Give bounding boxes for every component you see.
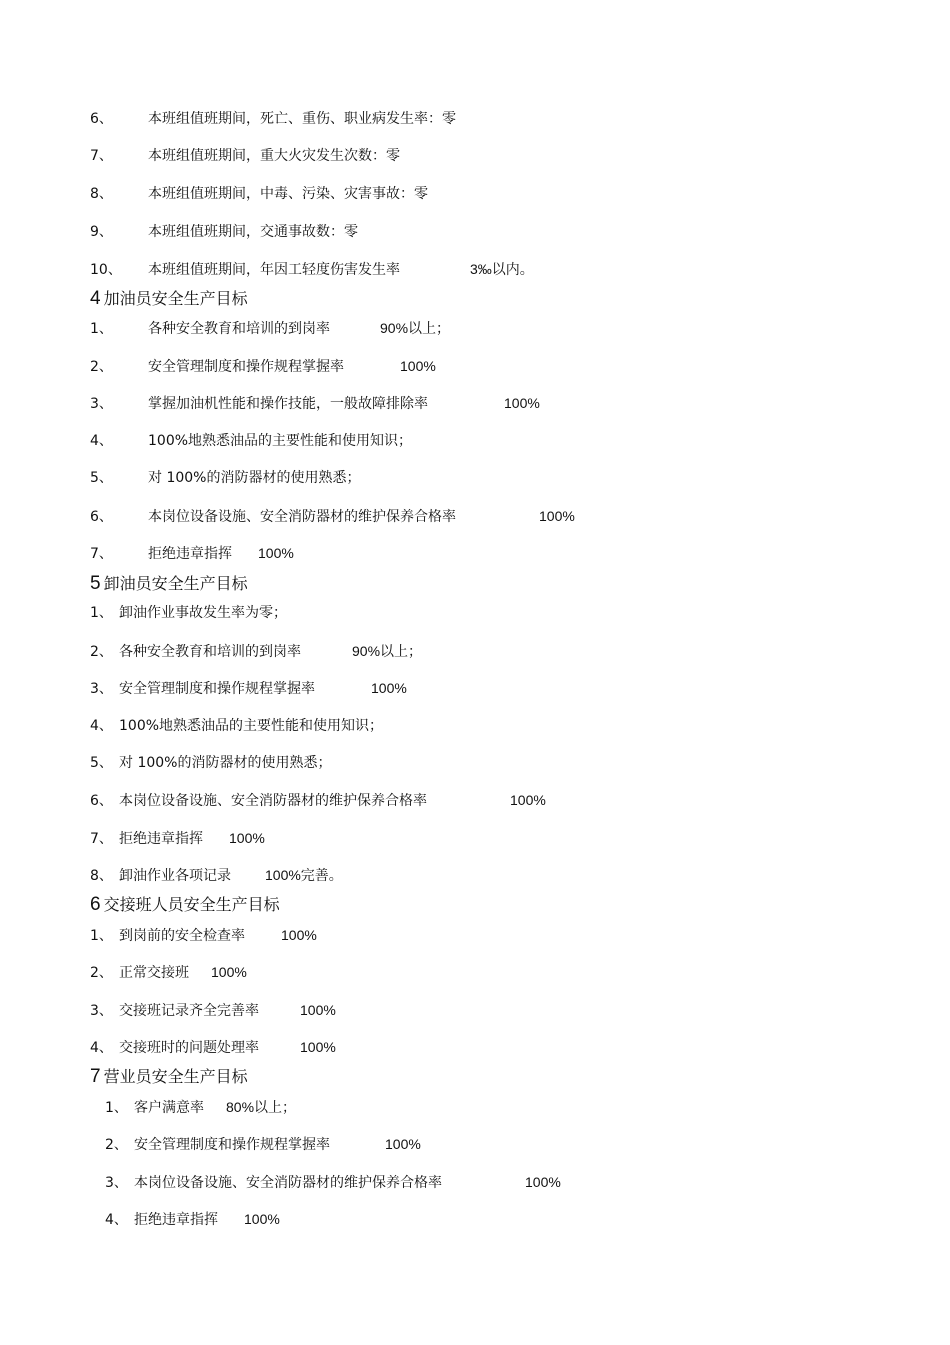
item-value: 100% <box>385 1136 421 1152</box>
item-number: 2、 <box>90 965 113 981</box>
item-text: 本班组值班期间，重大火灾发生次数：零 <box>148 148 400 164</box>
list-item <box>105 1210 280 1229</box>
item-number: 4、 <box>90 718 113 734</box>
section-title: 交接班人员安全生产目标 <box>103 895 280 914</box>
item-value: 100% <box>258 545 294 561</box>
item-value: 3‰以内。 <box>470 261 534 277</box>
item-number: 1、 <box>90 321 113 337</box>
list-item <box>90 469 360 487</box>
item-value: 100% <box>504 395 540 411</box>
item-number: 6、 <box>90 509 113 525</box>
item-text: 拒绝违章指挥 <box>148 546 232 562</box>
item-number: 1、 <box>90 605 113 621</box>
section-title: 卸油员安全生产目标 <box>103 574 248 593</box>
item-text: 交接班时的问题处理率 <box>119 1040 259 1056</box>
item-text: 安全管理制度和操作规程掌握率 <box>119 681 315 697</box>
item-text: 本班组值班期间，死亡、重伤、职业病发生率：零 <box>148 111 456 127</box>
section-title: 营业员安全生产目标 <box>103 1067 248 1086</box>
section-number: 5 <box>90 573 101 594</box>
list-item <box>105 1135 421 1154</box>
item-text: 本岗位设备设施、安全消防器材的维护保养合格率 <box>134 1175 442 1191</box>
item-text: 客户满意率 <box>134 1100 204 1116</box>
item-value: 100% <box>371 680 407 696</box>
item-number: 2、 <box>90 644 113 660</box>
item-number: 4、 <box>105 1212 128 1228</box>
item-number: 3、 <box>105 1175 128 1191</box>
item-value: 100% <box>539 508 575 524</box>
item-number: 6、 <box>90 111 113 127</box>
item-number: 1、 <box>90 928 113 944</box>
item-number: 3、 <box>90 396 113 412</box>
item-number: 5、 <box>90 755 113 771</box>
item-value: 90%以上； <box>352 643 423 659</box>
item-value: 90%以上； <box>380 320 451 336</box>
list-item <box>90 394 540 413</box>
list-item <box>90 642 422 661</box>
list-item <box>90 1001 336 1020</box>
item-text: 各种安全教育和培训的到岗率 <box>148 321 330 337</box>
item-text: 各种安全教育和培训的到岗率 <box>119 644 301 660</box>
item-number: 2、 <box>105 1137 128 1153</box>
item-text: 本班组值班期间，年因工轻度伤害发生率 <box>148 262 400 278</box>
item-value: 100% <box>244 1211 280 1227</box>
list-item <box>90 754 331 772</box>
item-value: 80%以上； <box>226 1099 297 1115</box>
item-number: 10、 <box>90 262 122 278</box>
item-number: 3、 <box>90 1003 113 1019</box>
item-text: 掌握加油机性能和操作技能，一般故障排除率 <box>148 396 428 412</box>
item-text: 本岗位设备设施、安全消防器材的维护保养合格率 <box>119 793 427 809</box>
item-value: 100% <box>229 830 265 846</box>
list-item <box>90 791 546 810</box>
list-item <box>90 319 450 338</box>
item-value: 100% <box>525 1174 561 1190</box>
list-item <box>90 185 428 203</box>
list-item <box>90 829 265 848</box>
item-text: 100%地熟悉油品的主要性能和使用知识； <box>119 718 384 734</box>
item-text: 正常交接班 <box>119 965 189 981</box>
item-number: 7、 <box>90 546 113 562</box>
list-item <box>90 544 294 563</box>
item-number: 5、 <box>90 470 113 486</box>
item-text: 卸油作业事故发生率为零； <box>119 605 287 621</box>
item-text: 拒绝违章指挥 <box>119 831 203 847</box>
list-item <box>90 110 456 128</box>
item-number: 8、 <box>90 868 113 884</box>
item-text: 交接班记录齐全完善率 <box>119 1003 259 1019</box>
item-value: 100% <box>300 1039 336 1055</box>
item-value: 100% <box>400 358 436 374</box>
item-value: 100% <box>211 964 247 980</box>
section-number: 4 <box>90 288 101 309</box>
section-number: 6 <box>90 894 101 915</box>
item-text: 本班组值班期间，交通事故数：零 <box>148 224 358 240</box>
section-heading <box>90 1067 248 1087</box>
list-item <box>90 679 407 698</box>
section-title: 加油员安全生产目标 <box>103 289 248 308</box>
list-item <box>90 604 287 622</box>
item-number: 4、 <box>90 1040 113 1056</box>
item-number: 7、 <box>90 148 113 164</box>
item-text: 对 100%的消防器材的使用熟悉； <box>148 470 361 486</box>
list-item <box>90 866 343 885</box>
list-item <box>90 223 358 241</box>
item-text: 100%地熟悉油品的主要性能和使用知识； <box>148 433 413 449</box>
item-value: 100% <box>300 1002 336 1018</box>
item-text: 本班组值班期间，中毒、污染、灾害事故：零 <box>148 186 428 202</box>
list-item <box>90 1038 336 1057</box>
section-number: 7 <box>90 1066 101 1087</box>
section-heading <box>90 895 280 915</box>
item-value: 100%完善。 <box>265 867 343 883</box>
item-text: 安全管理制度和操作规程掌握率 <box>148 359 344 375</box>
item-text: 安全管理制度和操作规程掌握率 <box>134 1137 330 1153</box>
item-number: 4、 <box>90 433 113 449</box>
item-text: 对 100%的消防器材的使用熟悉； <box>119 755 332 771</box>
item-value: 100% <box>510 792 546 808</box>
list-item <box>90 507 575 526</box>
section-heading <box>90 574 248 594</box>
list-item <box>90 147 400 165</box>
item-value: 100% <box>281 927 317 943</box>
section-heading <box>90 289 248 309</box>
list-item <box>90 963 247 982</box>
item-number: 2、 <box>90 359 113 375</box>
list-item <box>90 717 383 735</box>
item-text: 本岗位设备设施、安全消防器材的维护保养合格率 <box>148 509 456 525</box>
list-item <box>105 1173 561 1192</box>
item-text: 到岗前的安全检查率 <box>119 928 245 944</box>
item-number: 9、 <box>90 224 113 240</box>
list-item <box>90 926 317 945</box>
item-text: 拒绝违章指挥 <box>134 1212 218 1228</box>
list-item <box>105 1098 296 1117</box>
list-item <box>90 357 436 376</box>
list-item <box>90 260 534 279</box>
item-text: 卸油作业各项记录 <box>119 868 231 884</box>
item-number: 6、 <box>90 793 113 809</box>
item-number: 3、 <box>90 681 113 697</box>
item-number: 1、 <box>105 1100 128 1116</box>
item-number: 7、 <box>90 831 113 847</box>
item-number: 8、 <box>90 186 113 202</box>
list-item <box>90 432 412 450</box>
